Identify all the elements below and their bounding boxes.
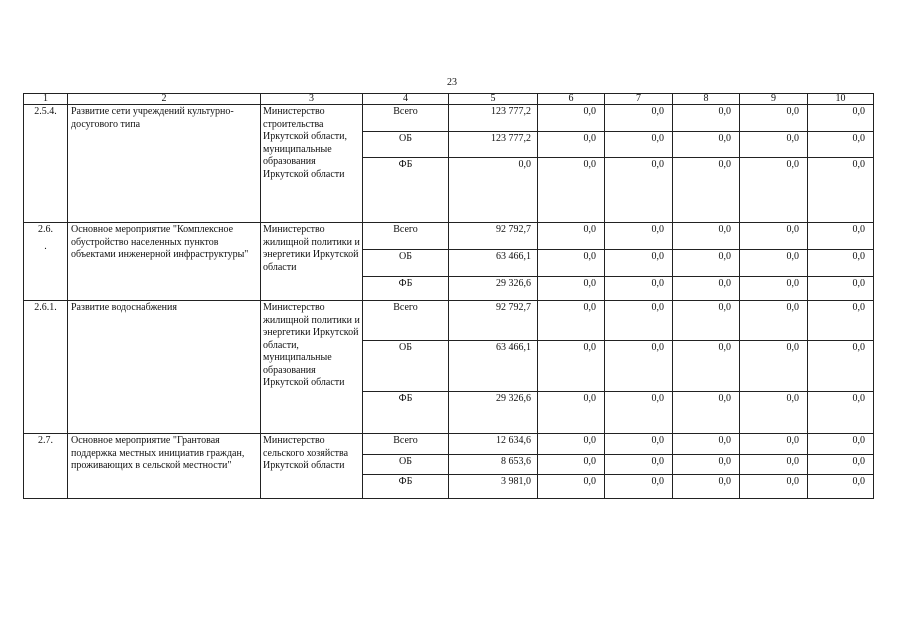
- column-header: 4: [363, 94, 449, 105]
- year-amount: 0,0: [740, 158, 808, 223]
- column-header: 3: [261, 94, 363, 105]
- year-amount: 0,0: [538, 475, 605, 499]
- year-amount: 0,0: [673, 341, 740, 392]
- year-amount: 0,0: [808, 455, 874, 475]
- activity-name: Основное мероприятие "Комплексное обустройство населенных пунктов объектами инженерной инфраструктуры": [68, 223, 261, 301]
- total-amount: 8 653,6: [449, 455, 538, 475]
- year-amount: 0,0: [740, 392, 808, 434]
- year-amount: 0,0: [740, 434, 808, 455]
- year-amount: 0,0: [605, 301, 673, 341]
- year-amount: 0,0: [538, 392, 605, 434]
- year-amount: 0,0: [673, 105, 740, 132]
- table-row: [24, 223, 874, 250]
- funding-source: Всего: [363, 301, 449, 341]
- activity-name: Развитие сети учреждений культурно-досугового типа: [68, 105, 261, 223]
- column-header: 9: [740, 94, 808, 105]
- funding-source: Всего: [363, 105, 449, 132]
- total-amount: 92 792,7: [449, 223, 538, 250]
- year-amount: 0,0: [605, 132, 673, 158]
- funding-source: ФБ: [363, 392, 449, 434]
- year-amount: 0,0: [538, 455, 605, 475]
- total-amount: 63 466,1: [449, 250, 538, 277]
- funding-source: ОБ: [363, 250, 449, 277]
- table-row: [24, 301, 874, 341]
- column-header: 5: [449, 94, 538, 105]
- year-amount: 0,0: [605, 158, 673, 223]
- funding-source: ФБ: [363, 475, 449, 499]
- year-amount: 0,0: [673, 392, 740, 434]
- funding-source: ОБ: [363, 132, 449, 158]
- item-number: 2.7.: [24, 434, 68, 499]
- budget-table: [23, 93, 874, 499]
- year-amount: 0,0: [740, 250, 808, 277]
- year-amount: 0,0: [538, 158, 605, 223]
- item-number-text: 2.6.: [38, 224, 53, 235]
- responsible-executor: Министерство жилищной политики и энергетики Иркутской области: [261, 223, 363, 301]
- total-amount: 63 466,1: [449, 341, 538, 392]
- activity-name: Развитие водоснабжения: [68, 301, 261, 434]
- year-amount: 0,0: [740, 132, 808, 158]
- column-header: 7: [605, 94, 673, 105]
- year-amount: 0,0: [673, 475, 740, 499]
- responsible-executor: Министерство строительства Иркутской области, муниципальные образования Иркутской области: [261, 105, 363, 223]
- year-amount: 0,0: [538, 132, 605, 158]
- total-amount: 123 777,2: [449, 105, 538, 132]
- total-amount: 123 777,2: [449, 132, 538, 158]
- year-amount: 0,0: [673, 223, 740, 250]
- margin-dot-mark: .: [44, 240, 47, 252]
- year-amount: 0,0: [538, 301, 605, 341]
- item-number: 2.6.1.: [24, 301, 68, 434]
- column-header: 10: [808, 94, 874, 105]
- year-amount: 0,0: [673, 301, 740, 341]
- year-amount: 0,0: [538, 250, 605, 277]
- table-row: [24, 434, 874, 455]
- total-amount: 3 981,0: [449, 475, 538, 499]
- year-amount: 0,0: [808, 341, 874, 392]
- year-amount: 0,0: [538, 223, 605, 250]
- year-amount: 0,0: [808, 250, 874, 277]
- year-amount: 0,0: [740, 341, 808, 392]
- year-amount: 0,0: [605, 434, 673, 455]
- table-row: [24, 105, 874, 132]
- total-amount: 92 792,7: [449, 301, 538, 341]
- year-amount: 0,0: [808, 223, 874, 250]
- funding-source: ФБ: [363, 158, 449, 223]
- year-amount: 0,0: [538, 105, 605, 132]
- column-header: 8: [673, 94, 740, 105]
- year-amount: 0,0: [605, 223, 673, 250]
- year-amount: 0,0: [808, 475, 874, 499]
- activity-name: Основное мероприятие "Грантовая поддержка местных инициатив граждан, проживающих в сельской местности": [68, 434, 261, 499]
- year-amount: 0,0: [605, 455, 673, 475]
- page-number: 23: [447, 77, 457, 88]
- year-amount: 0,0: [673, 277, 740, 301]
- year-amount: 0,0: [740, 301, 808, 341]
- year-amount: 0,0: [538, 277, 605, 301]
- funding-source: ОБ: [363, 341, 449, 392]
- year-amount: 0,0: [605, 277, 673, 301]
- funding-source: Всего: [363, 434, 449, 455]
- year-amount: 0,0: [808, 392, 874, 434]
- year-amount: 0,0: [808, 277, 874, 301]
- year-amount: 0,0: [673, 250, 740, 277]
- year-amount: 0,0: [673, 158, 740, 223]
- year-amount: 0,0: [538, 341, 605, 392]
- year-amount: 0,0: [740, 105, 808, 132]
- year-amount: 0,0: [740, 455, 808, 475]
- item-number: [24, 223, 68, 301]
- year-amount: 0,0: [605, 341, 673, 392]
- year-amount: 0,0: [605, 105, 673, 132]
- funding-source: Всего: [363, 223, 449, 250]
- year-amount: 0,0: [808, 105, 874, 132]
- responsible-executor: Министерство сельского хозяйства Иркутской области: [261, 434, 363, 499]
- year-amount: 0,0: [673, 455, 740, 475]
- responsible-executor: Министерство жилищной политики и энергетики Иркутской области, муниципальные образования Иркутской области: [261, 301, 363, 434]
- year-amount: 0,0: [808, 301, 874, 341]
- item-number: 2.5.4.: [24, 105, 68, 223]
- total-amount: 12 634,6: [449, 434, 538, 455]
- total-amount: 29 326,6: [449, 392, 538, 434]
- year-amount: 0,0: [538, 434, 605, 455]
- column-header: 2: [68, 94, 261, 105]
- year-amount: 0,0: [808, 434, 874, 455]
- total-amount: 29 326,6: [449, 277, 538, 301]
- column-header: 1: [24, 94, 68, 105]
- year-amount: 0,0: [673, 434, 740, 455]
- year-amount: 0,0: [808, 132, 874, 158]
- year-amount: 0,0: [808, 158, 874, 223]
- year-amount: 0,0: [740, 277, 808, 301]
- total-amount: 0,0: [449, 158, 538, 223]
- year-amount: 0,0: [605, 392, 673, 434]
- year-amount: 0,0: [673, 132, 740, 158]
- year-amount: 0,0: [740, 223, 808, 250]
- funding-source: ФБ: [363, 277, 449, 301]
- funding-source: ОБ: [363, 455, 449, 475]
- year-amount: 0,0: [605, 250, 673, 277]
- year-amount: 0,0: [605, 475, 673, 499]
- column-header: 6: [538, 94, 605, 105]
- year-amount: 0,0: [740, 475, 808, 499]
- column-header-row: [24, 94, 874, 105]
